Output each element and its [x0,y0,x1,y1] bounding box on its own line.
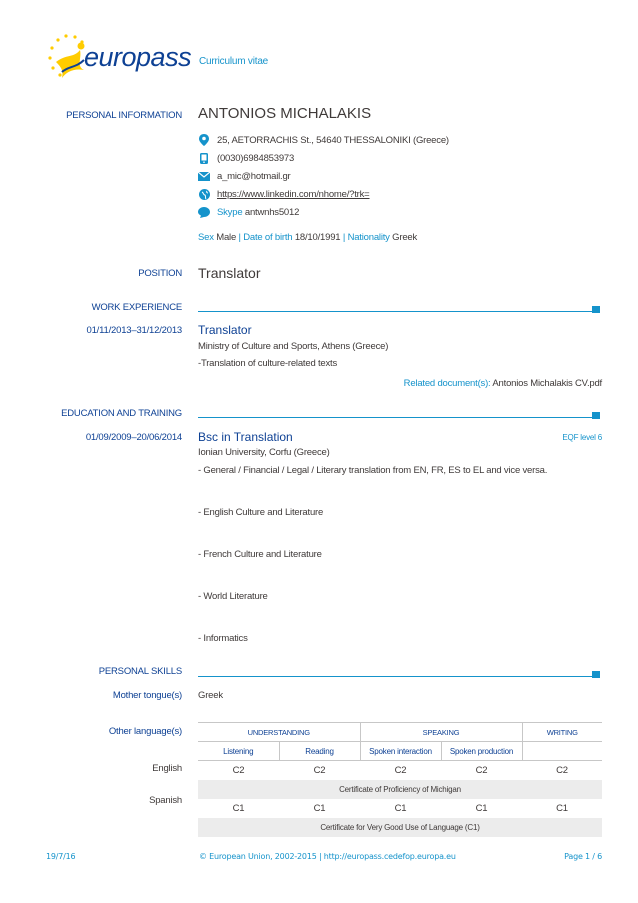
separator: | [238,232,241,243]
other-languages-label: Other language(s) [108,726,182,737]
level-cell: C1 [313,802,326,814]
address: 25, AETORRACHIS St., 54640 THESSALONIKI (Greece) [217,135,449,146]
certificate-row [198,780,602,799]
eqf-level: EQF level 6 [562,433,602,442]
section-divider-square [592,671,600,678]
certificate: Certificate of Proficiency of Michigan [198,780,602,799]
phone: (0030)6984853973 [217,153,295,164]
section-label-position: POSITION [138,268,182,279]
website-link[interactable]: https://www.linkedin.com/nhome/?trk= [217,189,370,200]
logo-wordmark [84,42,191,73]
logo-text: europass [84,42,192,72]
skype-value: antwnhs5012 [244,207,300,218]
sex-value: Male [216,232,237,243]
language-level-row [198,799,602,818]
website-icon [198,188,210,200]
level-cell: C2 [394,764,407,776]
dob-value: 18/10/1991 [294,232,341,243]
language-table-header [198,723,602,742]
section-divider [198,676,592,677]
work-title: Translator [198,323,252,337]
section-divider [198,311,592,312]
mother-tongue-label: Mother tongue(s) [112,690,182,701]
footer-page-number: Page 1 / 6 [564,852,602,861]
footer-copyright[interactable]: © European Union, 2002-2015 | http://europass.cedefop.europa.eu [199,852,456,861]
sex-label: Sex [198,232,214,243]
related-documents [404,378,602,389]
education-title: Bsc in Translation [198,430,293,444]
language-table-subheader [198,742,602,761]
spoken-production-header: Spoken production [441,742,522,761]
email-icon [198,170,210,182]
separator: | [342,232,346,243]
position-value: Translator [198,265,261,281]
mother-tongue-value: Greek [198,690,223,701]
nationality-value: Greek [392,232,418,243]
language-name: Spanish [149,795,182,806]
section-label-skills: PERSONAL SKILLS [98,666,182,677]
listening-header: Listening [223,746,254,756]
section-label-work: WORK EXPERIENCE [91,302,182,313]
section-label-education: EDUCATION AND TRAINING [61,408,182,419]
writing-subheader [522,742,602,761]
level-cell: C2 [556,764,568,776]
education-item: - English Culture and Literature [198,507,324,518]
language-name: English [152,763,182,774]
level-cell: C2 [232,764,245,776]
understanding-header: UNDERSTANDING [247,727,310,737]
level-cell: C2 [475,764,488,776]
education-item: - General / Financial / Legal / Literary translation from EN, FR, ES to EL and vice versa. [198,465,548,476]
reading-header: Reading [279,742,360,761]
dob-label: Date of birth [243,232,293,243]
level-cell: C1 [232,802,245,814]
skype-label: Skype [217,207,243,218]
doc-title: Curriculum vitae [199,56,269,67]
section-label-personal: PERSONAL INFORMATION [66,110,182,121]
level-cell: C2 [313,764,326,776]
education-institution: Ionian University, Corfu (Greece) [198,447,330,458]
education-item: - French Culture and Literature [198,549,322,560]
phone-icon [198,152,210,164]
section-divider [198,417,592,418]
work-description: -Translation of culture-related texts [198,358,338,369]
section-divider-square [592,306,600,313]
skype-icon [198,206,210,218]
footer-date: 19/7/16 [46,852,76,861]
section-divider-square [592,412,600,419]
level-cell: C1 [394,802,407,814]
candidate-name: ANTONIOS MICHALAKIS [198,105,372,122]
level-cell: C1 [475,802,488,814]
nationality-label: Nationality [347,232,390,243]
skype-row [217,207,299,218]
language-level-row [198,761,602,780]
certificate-row [198,818,602,837]
certificate: Certificate for Very Good Use of Language (C1) [198,818,602,837]
level-cell: C1 [556,802,568,814]
work-employer: Ministry of Culture and Sports, Athens (Greece) [198,341,389,352]
email[interactable]: a_mic@hotmail.gr [217,171,291,182]
related-value[interactable]: Antonios Michalakis CV.pdf [492,378,602,389]
related-label: Related document(s): [403,378,491,389]
work-dates: 01/11/2013–31/12/2013 [86,325,182,336]
education-item: - Informatics [198,633,248,644]
education-item: - World Literature [198,591,268,602]
writing-header: WRITING [522,723,602,742]
spoken-interaction-header: Spoken interaction [360,742,441,761]
location-icon [198,134,210,146]
speaking-header: SPEAKING [360,723,522,742]
education-dates: 01/09/2009–20/06/2014 [85,432,182,443]
personal-details-row [198,232,417,243]
language-table [198,722,602,837]
